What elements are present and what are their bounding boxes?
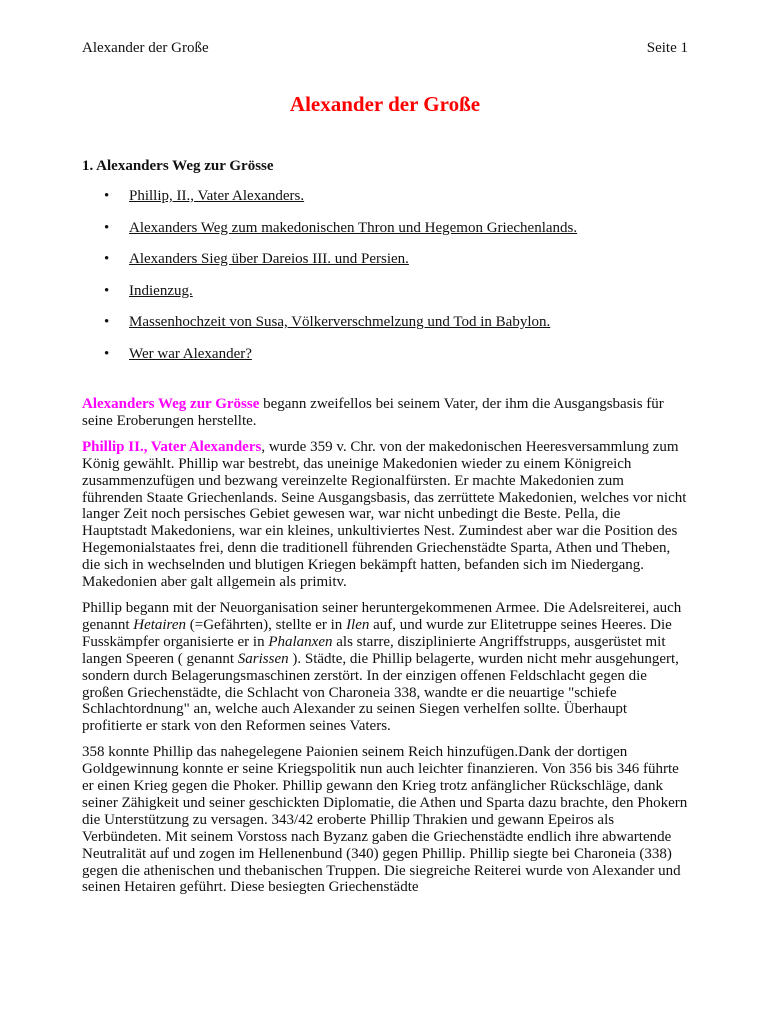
paragraph-armee xyxy=(82,600,688,735)
paragraph-paionien: 358 konnte Phillip das nahegelegene Paionien seinem Reich hinzufügen.Dank der dortigen Goldgewinnung konnte er seine Kriegspolitik nun auch leichter finanzieren. Von 356 bis 346 führte er einen Krieg gegen die Phoker. Phillip gewann den Krieg trotz anfänglicher Rückschläge, dank seiner Zähigkeit und seiner geschickten Diplomatie, die Athen und Sparta dazu brachte, den Phokern die Unterstützung zu versagen. 343/42 eroberte Phillip Thrakien und gewann Epeiros als Verbündeten. Mit seinem Vorstoss nach Byzanz gaben die Griechenstädte endlich ihre abwartende Neutralität auf und zogen im Hellenenbund (340) gegen Phillip. Phillip siegte bei Charoneia (338) gegen die athenischen und thebanischen Truppen. Die siegreiche Reiterei wurde von Alexander und seinen Hetairen geführt. Diese besiegten Griechenstädte xyxy=(82,744,688,896)
running-header xyxy=(82,40,688,58)
paragraph-text: auf, und wurde zur Elitetruppe seines Heeres. Die Fusskämpfer organisierte er in xyxy=(82,616,672,650)
paragraph-text: , wurde 359 v. Chr. von der makedonischen Heeresversammlung zum König gewählt. Phillip war bestrebt, das uneinige Makedonien wieder zu einem Königreich zusammenzufügen und bezwang vereinzelte Regionalfürsten. Er machte Makedonien zum führenden Staate Griechenlands. Seine Ausgangsbasis, das zerrüttete Makedonien, welches vor nicht langer Zeit noch persisches Gebiet gewesen war, war nicht unbedingt die Beste. Pella, die Hauptstadt Makedoniens, war ein kleines, unkultiviertes Nest. Zumindest aber war die Position des Hegemonialstaates frei, denn die traditionell führenden Griechenstädte Sparta, Athen und Theben, die sich in wechselnden und blutigen Kriegen bekämpft hatten, befanden sich im Niedergang. Makedonien aber galt allgemein als primitv. xyxy=(82,438,687,591)
term-italic: Hetairen xyxy=(133,616,186,633)
paragraph-text: Phillip begann mit der Neuorganisation seiner heruntergekommenen Armee. Die Adelsreiterei, auch genannt xyxy=(82,599,682,633)
term-italic: Sarissen xyxy=(237,650,289,667)
toc-link-indienzug[interactable]: Indienzug. xyxy=(129,282,193,299)
toc-link-thron[interactable]: Alexanders Weg zum makedonischen Thron und Hegemon Griechenlands. xyxy=(129,219,578,236)
header-document-title: Alexander der Große xyxy=(82,40,209,56)
bullet-icon: • xyxy=(104,282,110,299)
paragraph-text: als starre, disziplinierte Angriffstrupps, ausgerüstet mit langen Speeren ( genannt xyxy=(82,633,666,667)
section-heading: 1. Alexanders Weg zur Grösse xyxy=(82,158,274,174)
header-page-number: Seite 1 xyxy=(646,40,688,56)
paragraph-phillip xyxy=(82,439,688,591)
toc-item xyxy=(82,249,577,281)
paragraph-lead-magenta: Phillip II., Vater Alexanders xyxy=(82,438,262,455)
paragraph-text: begann zweifellos bei seinem Vater, der ihm die Ausgangsbasis für seine Eroberungen herstellte. xyxy=(82,396,664,429)
toc-link-phillip[interactable]: Phillip, II., Vater Alexanders. xyxy=(129,188,305,204)
toc-item xyxy=(82,186,577,218)
bullet-icon: • xyxy=(104,251,110,267)
toc-item xyxy=(82,281,577,313)
paragraph-text: (=Gefährten), stellte er in xyxy=(186,616,347,633)
paragraph-text: ). Städte, die Phillip belagerte, wurden nicht mehr ausgehungert, sondern durch Belagerungsmaschinen zerstört. In der einzigen offenen Feldschlacht gegen die großen Griechenstädte, die Schlacht von Charoneia 338, wandte er die neuartige "schiefe Schlachtordnung" an, welche auch Alexander zu seinen Siegen verhelfen sollte. Überhaupt profitierte er stark von den Reformen seines Vaters. xyxy=(82,650,679,735)
term-italic: Phalanxen xyxy=(268,633,333,650)
toc-link-wer-war[interactable]: Wer war Alexander? xyxy=(129,345,252,362)
paragraph-intro xyxy=(82,396,688,430)
paragraph-lead-magenta: Alexanders Weg zur Grösse xyxy=(82,396,260,412)
toc-link-dareios[interactable]: Alexanders Sieg über Dareios III. und Persien. xyxy=(129,251,409,267)
toc-item xyxy=(82,312,577,344)
table-of-contents xyxy=(82,186,577,375)
bullet-icon: • xyxy=(104,188,110,204)
bullet-icon: • xyxy=(104,219,110,236)
bullet-icon: • xyxy=(104,345,110,362)
document-title: Alexander der Große xyxy=(289,92,481,116)
term-italic: Ilen xyxy=(346,616,370,633)
bullet-icon: • xyxy=(104,314,110,330)
body-text xyxy=(82,396,688,905)
toc-link-susa[interactable]: Massenhochzeit von Susa, Völkerverschmelzung und Tod in Babylon. xyxy=(129,314,551,330)
toc-item xyxy=(82,218,577,250)
toc-item xyxy=(82,344,577,376)
